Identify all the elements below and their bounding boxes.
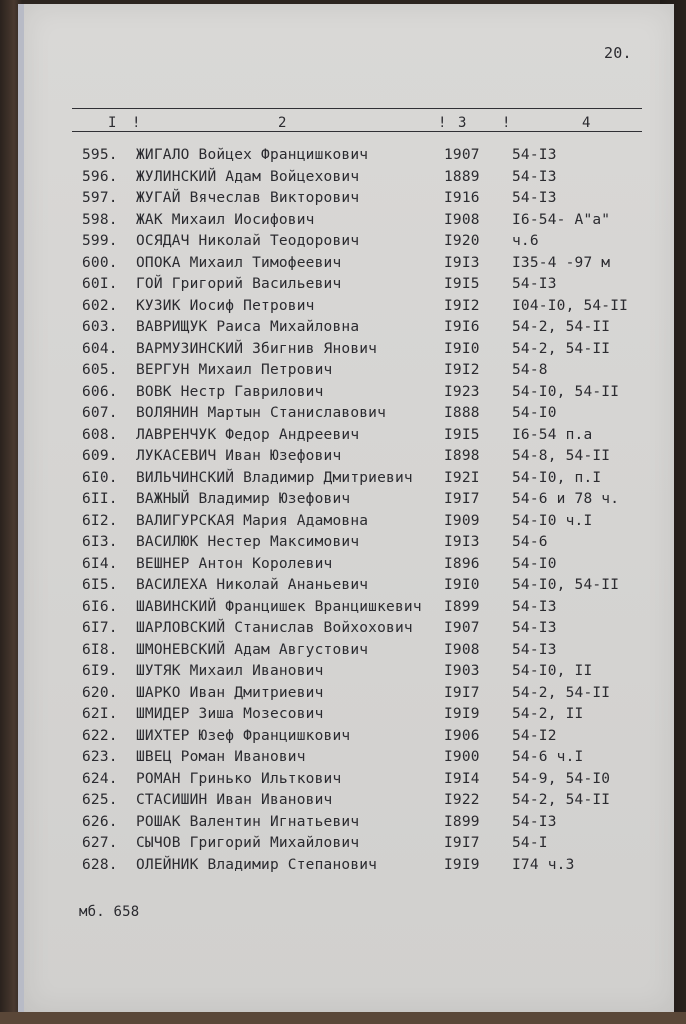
row-number: 60I. bbox=[82, 276, 118, 292]
birth-year: I9I4 bbox=[444, 770, 480, 787]
column-header-2: 2 bbox=[278, 115, 287, 131]
birth-year: I900 bbox=[444, 749, 480, 765]
row-number: 609. bbox=[82, 448, 118, 464]
person-name: ВАСИЛЮК Нестер Максимович bbox=[136, 534, 360, 550]
table-row bbox=[24, 661, 674, 682]
person-name: ЖУЛИНСКИЙ Адам Войцехович bbox=[136, 168, 360, 185]
article-reference: 54-I0 bbox=[512, 555, 557, 572]
table-row bbox=[24, 382, 674, 403]
row-number: 606. bbox=[82, 383, 118, 400]
birth-year: I9I7 bbox=[444, 684, 480, 701]
birth-year: I906 bbox=[444, 727, 480, 744]
row-number: 600. bbox=[82, 254, 118, 271]
column-separator: ! bbox=[132, 115, 141, 131]
table-row bbox=[24, 812, 674, 833]
article-reference: I6-54 п.а bbox=[512, 426, 593, 443]
table-row bbox=[24, 145, 674, 166]
table-row bbox=[24, 403, 674, 424]
person-name: ВИЛЬЧИНСКИЙ Владимир Дмитриевич bbox=[136, 469, 413, 486]
article-reference: 54-I3 bbox=[512, 147, 557, 163]
birth-year: I898 bbox=[444, 448, 480, 464]
article-reference: 54-6 ч.I bbox=[512, 749, 584, 765]
desk-surface bbox=[0, 1012, 686, 1024]
table-row bbox=[24, 683, 674, 704]
article-reference: 54-I3 bbox=[512, 190, 557, 206]
footer-note: мб. 658 bbox=[79, 904, 140, 920]
article-reference: 54-I0 bbox=[512, 405, 557, 421]
table-row bbox=[24, 747, 674, 768]
birth-year: I9I3 bbox=[444, 534, 480, 550]
table-top-rule bbox=[72, 108, 642, 109]
table-row bbox=[24, 554, 674, 575]
birth-year: 1907 bbox=[444, 147, 480, 163]
person-name: ГОЙ Григорий Васильевич bbox=[136, 276, 342, 292]
article-reference: 54-I0, 54-II bbox=[512, 577, 620, 593]
birth-year: I907 bbox=[444, 620, 480, 636]
article-reference: 54-2, 54-II bbox=[512, 319, 611, 335]
article-reference: 54-I0, п.I bbox=[512, 469, 602, 486]
page-number: 20. bbox=[604, 44, 632, 62]
birth-year: I899 bbox=[444, 813, 480, 830]
table-column-headers bbox=[72, 115, 642, 131]
table-row bbox=[24, 274, 674, 295]
column-separator: ! bbox=[438, 115, 447, 131]
article-reference: ч.6 bbox=[512, 233, 539, 249]
row-number: 6I9. bbox=[82, 663, 118, 679]
table-row bbox=[24, 833, 674, 854]
person-name: ЖАК Михаил Иосифович bbox=[136, 211, 315, 228]
table-row bbox=[24, 468, 674, 489]
row-number: 597. bbox=[82, 190, 118, 206]
article-reference: 54-2, 54-II bbox=[512, 340, 611, 357]
article-reference: I04-I0, 54-II bbox=[512, 297, 629, 314]
person-name: ОСЯДАЧ Николай Теодорович bbox=[136, 233, 360, 249]
birth-year: I9I5 bbox=[444, 276, 480, 292]
table-row bbox=[24, 253, 674, 274]
table-row bbox=[24, 726, 674, 747]
birth-year: I9I2 bbox=[444, 362, 480, 378]
birth-year: I9I9 bbox=[444, 856, 480, 873]
row-number: 604. bbox=[82, 340, 118, 357]
birth-year: I92I bbox=[444, 469, 480, 486]
article-reference: 54-9, 54-I0 bbox=[512, 770, 611, 787]
table-row bbox=[24, 446, 674, 467]
row-number: 6I6. bbox=[82, 598, 118, 615]
column-header-4: 4 bbox=[582, 115, 591, 131]
row-number: 6II. bbox=[82, 491, 118, 507]
article-reference: 54-I0 ч.I bbox=[512, 512, 593, 529]
table-row bbox=[24, 360, 674, 381]
birth-year: I922 bbox=[444, 792, 480, 808]
column-header-1: I bbox=[108, 115, 117, 131]
column-header-3: 3 bbox=[458, 115, 467, 131]
person-name: ШАРКО Иван Дмитриевич bbox=[136, 684, 324, 701]
table-row bbox=[24, 188, 674, 209]
row-number: 607. bbox=[82, 405, 118, 421]
birth-year: I9I7 bbox=[444, 491, 480, 507]
row-number: 6I7. bbox=[82, 620, 118, 636]
row-number: 628. bbox=[82, 856, 118, 873]
row-number: 599. bbox=[82, 233, 118, 249]
birth-year: I888 bbox=[444, 405, 480, 421]
table-row bbox=[24, 790, 674, 811]
birth-year: I916 bbox=[444, 190, 480, 206]
article-reference: 54-I3 bbox=[512, 168, 557, 185]
birth-year: I920 bbox=[444, 233, 480, 249]
row-number: 603. bbox=[82, 319, 118, 335]
person-name: ОПОКА Михаил Тимофеевич bbox=[136, 254, 342, 271]
row-number: 6I0. bbox=[82, 469, 118, 486]
person-name: СТАСИШИН Иван Иванович bbox=[136, 792, 333, 808]
person-name: ШВЕЦ Роман Иванович bbox=[136, 749, 306, 765]
birth-year: I9I2 bbox=[444, 297, 480, 314]
birth-year: I9I5 bbox=[444, 426, 480, 443]
row-number: 626. bbox=[82, 813, 118, 830]
table-row bbox=[24, 210, 674, 231]
person-name: ШМИДЕР Зиша Мозесович bbox=[136, 706, 324, 722]
person-name: ЖИГАЛО Войцех Францишкович bbox=[136, 147, 369, 163]
person-name: ШАВИНСКИЙ Францишек Вранцишкевич bbox=[136, 598, 422, 615]
row-number: 6I8. bbox=[82, 641, 118, 658]
table-row bbox=[24, 425, 674, 446]
article-reference: 54-I2 bbox=[512, 727, 557, 744]
row-number: 598. bbox=[82, 211, 118, 228]
person-name: ЛУКАСЕВИЧ Иван Юзефович bbox=[136, 448, 342, 464]
article-reference: 54-I3 bbox=[512, 276, 557, 292]
row-number: 6I5. bbox=[82, 577, 118, 593]
row-number: 627. bbox=[82, 835, 118, 851]
row-number: 602. bbox=[82, 297, 118, 314]
article-reference: I74 ч.3 bbox=[512, 856, 575, 873]
birth-year: I903 bbox=[444, 663, 480, 679]
person-name: ВОЛЯНИН Мартын Станиславович bbox=[136, 405, 387, 421]
article-reference: 54-2, 54-II bbox=[512, 684, 611, 701]
person-name: ШИХТЕР Юзеф Францишкович bbox=[136, 727, 351, 744]
birth-year: I9I6 bbox=[444, 319, 480, 335]
article-reference: 54-2, II bbox=[512, 706, 584, 722]
person-name: ЖУГАЙ Вячеслав Викторович bbox=[136, 190, 360, 206]
article-reference: I35-4 -97 м bbox=[512, 254, 611, 271]
table-row bbox=[24, 704, 674, 725]
person-name: ШУТЯК Михаил Иванович bbox=[136, 663, 324, 679]
table-row bbox=[24, 317, 674, 338]
table-row bbox=[24, 296, 674, 317]
person-name: ОЛЕЙНИК Владимир Степанович bbox=[136, 856, 378, 873]
article-reference: 54-I bbox=[512, 835, 548, 851]
person-name: ВАЛИГУРСКАЯ Мария Адамовна bbox=[136, 512, 369, 529]
birth-year: 1889 bbox=[444, 168, 480, 185]
article-reference: 54-I0, 54-II bbox=[512, 383, 620, 400]
article-reference: 54-I3 bbox=[512, 598, 557, 615]
row-number: 608. bbox=[82, 426, 118, 443]
article-reference: 54-8, 54-II bbox=[512, 448, 611, 464]
table-header-rule bbox=[72, 131, 642, 132]
person-name: ШМОНЕВСКИЙ Адам Августович bbox=[136, 641, 369, 658]
article-reference: 54-6 bbox=[512, 534, 548, 550]
column-separator: ! bbox=[502, 115, 511, 131]
article-reference: 54-I3 bbox=[512, 813, 557, 830]
table-row bbox=[24, 597, 674, 618]
birth-year: I908 bbox=[444, 211, 480, 228]
birth-year: I9I9 bbox=[444, 706, 480, 722]
birth-year: I9I3 bbox=[444, 254, 480, 271]
row-number: 62I. bbox=[82, 706, 118, 722]
row-number: 595. bbox=[82, 147, 118, 163]
person-name: ЛАВРЕНЧУК Федор Андреевич bbox=[136, 426, 360, 443]
article-reference: 54-6 и 78 ч. bbox=[512, 491, 620, 507]
person-name: РОШАК Валентин Игнатьевич bbox=[136, 813, 360, 830]
person-name: СЫЧОВ Григорий Михайлович bbox=[136, 835, 360, 851]
person-name: ВАВРИЩУК Раиса Михайловна bbox=[136, 319, 360, 335]
person-name: ШАРЛОВСКИЙ Станислав Войхохович bbox=[136, 620, 413, 636]
person-name: ВЕШНЕР Антон Королевич bbox=[136, 555, 333, 572]
table-row bbox=[24, 640, 674, 661]
row-number: 6I2. bbox=[82, 512, 118, 529]
person-name: КУЗИК Иосиф Петрович bbox=[136, 297, 315, 314]
table-row bbox=[24, 575, 674, 596]
birth-year: I9I0 bbox=[444, 340, 480, 357]
birth-year: I923 bbox=[444, 383, 480, 400]
table-row bbox=[24, 769, 674, 790]
row-number: 623. bbox=[82, 749, 118, 765]
row-number: 605. bbox=[82, 362, 118, 378]
article-reference: 54-2, 54-II bbox=[512, 792, 611, 808]
birth-year: I909 bbox=[444, 512, 480, 529]
row-number: 624. bbox=[82, 770, 118, 787]
row-number: 6I3. bbox=[82, 534, 118, 550]
row-number: 6I4. bbox=[82, 555, 118, 572]
birth-year: I9I0 bbox=[444, 577, 480, 593]
person-name: ВАСИЛЕХА Николай Ананьевич bbox=[136, 577, 369, 593]
article-reference: 54-I3 bbox=[512, 641, 557, 658]
person-name: ВЕРГУН Михаил Петрович bbox=[136, 362, 333, 378]
article-reference: 54-I3 bbox=[512, 620, 557, 636]
table-row bbox=[24, 231, 674, 252]
person-name: ВАЖНЫЙ Владимир Юзефович bbox=[136, 491, 351, 507]
row-number: 620. bbox=[82, 684, 118, 701]
row-number: 596. bbox=[82, 168, 118, 185]
table-row bbox=[24, 339, 674, 360]
document-sheet bbox=[18, 4, 674, 1012]
table-row bbox=[24, 855, 674, 876]
article-reference: 54-I0, II bbox=[512, 663, 593, 679]
person-name: ВОВК Нестр Гаврилович bbox=[136, 383, 324, 400]
birth-year: I899 bbox=[444, 598, 480, 615]
table-row bbox=[24, 532, 674, 553]
table-row bbox=[24, 618, 674, 639]
table-row bbox=[24, 511, 674, 532]
article-reference: I6-54- А"а" bbox=[512, 211, 611, 228]
table-row bbox=[24, 167, 674, 188]
article-reference: 54-8 bbox=[512, 362, 548, 378]
person-name: РОМАН Гринько Ильткович bbox=[136, 770, 342, 787]
birth-year: I908 bbox=[444, 641, 480, 658]
birth-year: I9I7 bbox=[444, 835, 480, 851]
row-number: 625. bbox=[82, 792, 118, 808]
row-number: 622. bbox=[82, 727, 118, 744]
birth-year: I896 bbox=[444, 555, 480, 572]
person-name: ВАРМУЗИНСКИЙ Збигнив Янович bbox=[136, 340, 378, 357]
table-row bbox=[24, 489, 674, 510]
